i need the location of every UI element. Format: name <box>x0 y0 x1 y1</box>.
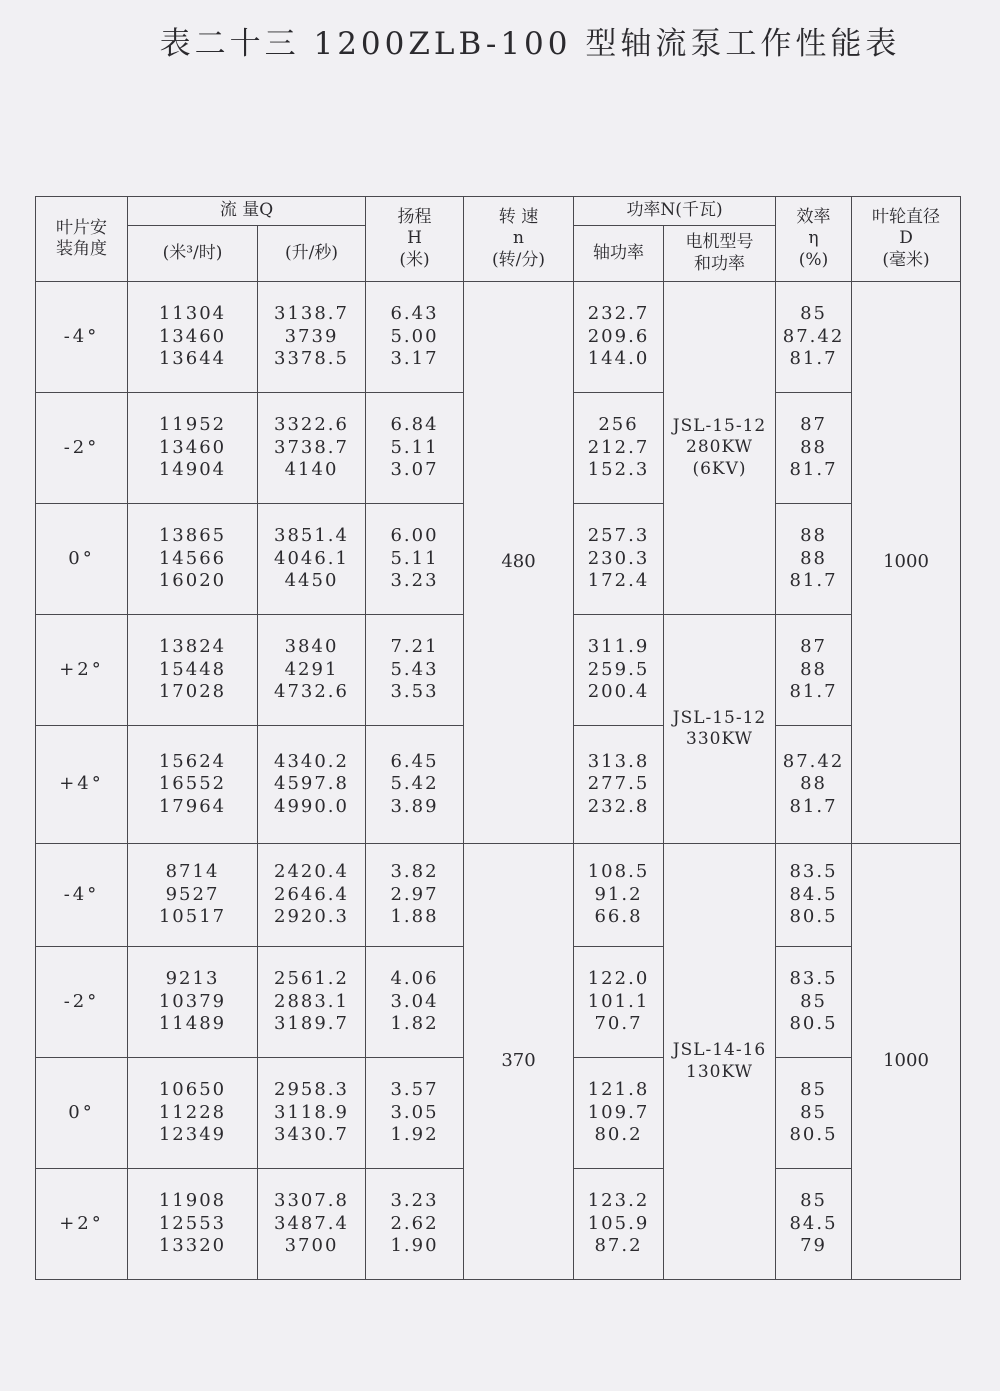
shaft-power-cell: 311.9 259.5 200.4 <box>574 615 664 726</box>
angle-cell: -2° <box>36 393 128 504</box>
angle-cell: +2° <box>36 615 128 726</box>
angle-cell: 0° <box>36 1058 128 1169</box>
header-speed: 转 速 n (转/分) <box>464 197 574 282</box>
motor-cell: JSL-15-12 330KW <box>664 615 776 844</box>
diameter-cell: 1000 <box>852 844 961 1280</box>
flow-ls-cell: 4340.2 4597.8 4990.0 <box>258 726 366 844</box>
angle-cell: 0° <box>36 504 128 615</box>
table-row <box>36 282 961 393</box>
header-head: 扬程 H (米) <box>366 197 464 282</box>
flow-ls-cell: 2561.2 2883.1 3189.7 <box>258 947 366 1058</box>
efficiency-cell: 85 84.5 79 <box>776 1169 852 1280</box>
performance-table <box>35 196 961 1280</box>
head-cell: 6.43 5.00 3.17 <box>366 282 464 393</box>
efficiency-cell: 83.5 84.5 80.5 <box>776 844 852 947</box>
head-cell: 3.23 2.62 1.90 <box>366 1169 464 1280</box>
flow-ls-cell: 2958.3 3118.9 3430.7 <box>258 1058 366 1169</box>
header-angle: 叶片安 装角度 <box>36 197 128 282</box>
table-row <box>36 844 961 947</box>
header-shaft-power: 轴功率 <box>574 226 664 282</box>
efficiency-cell: 88 88 81.7 <box>776 504 852 615</box>
flow-ls-cell: 3322.6 3738.7 4140 <box>258 393 366 504</box>
flow-m3-cell: 15624 16552 17964 <box>128 726 258 844</box>
head-cell: 3.82 2.97 1.88 <box>366 844 464 947</box>
efficiency-cell: 83.5 85 80.5 <box>776 947 852 1058</box>
header-flow-m3: (米³/时) <box>128 226 258 282</box>
flow-ls-cell: 3138.7 3739 3378.5 <box>258 282 366 393</box>
head-cell: 6.00 5.11 3.23 <box>366 504 464 615</box>
head-cell: 6.45 5.42 3.89 <box>366 726 464 844</box>
flow-ls-cell: 3840 4291 4732.6 <box>258 615 366 726</box>
motor-cell: JSL-14-16 130KW <box>664 844 776 1280</box>
flow-m3-cell: 10650 11228 12349 <box>128 1058 258 1169</box>
shaft-power-cell: 123.2 105.9 87.2 <box>574 1169 664 1280</box>
flow-m3-cell: 11304 13460 13644 <box>128 282 258 393</box>
shaft-power-cell: 122.0 101.1 70.7 <box>574 947 664 1058</box>
head-cell: 4.06 3.04 1.82 <box>366 947 464 1058</box>
angle-cell: -2° <box>36 947 128 1058</box>
flow-m3-cell: 8714 9527 10517 <box>128 844 258 947</box>
flow-ls-cell: 2420.4 2646.4 2920.3 <box>258 844 366 947</box>
head-cell: 6.84 5.11 3.07 <box>366 393 464 504</box>
speed-cell: 370 <box>464 844 574 1280</box>
header-diameter: 叶轮直径 D (毫米) <box>852 197 961 282</box>
angle-cell: +2° <box>36 1169 128 1280</box>
motor-cell: JSL-15-12 280KW (6KV) <box>664 282 776 615</box>
flow-ls-cell: 3851.4 4046.1 4450 <box>258 504 366 615</box>
angle-cell: +4° <box>36 726 128 844</box>
page-title: 表二十三 1200ZLB-100 型轴流泵工作性能表 <box>159 26 901 62</box>
shaft-power-cell: 232.7 209.6 144.0 <box>574 282 664 393</box>
shaft-power-cell: 313.8 277.5 232.8 <box>574 726 664 844</box>
shaft-power-cell: 257.3 230.3 172.4 <box>574 504 664 615</box>
efficiency-cell: 85 87.42 81.7 <box>776 282 852 393</box>
header-motor: 电机型号 和功率 <box>664 226 776 282</box>
header-flow-ls: (升/秒) <box>258 226 366 282</box>
flow-ls-cell: 3307.8 3487.4 3700 <box>258 1169 366 1280</box>
diameter-cell: 1000 <box>852 282 961 844</box>
efficiency-cell: 87 88 81.7 <box>776 393 852 504</box>
speed-cell: 480 <box>464 282 574 844</box>
head-cell: 3.57 3.05 1.92 <box>366 1058 464 1169</box>
efficiency-cell: 85 85 80.5 <box>776 1058 852 1169</box>
head-cell: 7.21 5.43 3.53 <box>366 615 464 726</box>
flow-m3-cell: 9213 10379 11489 <box>128 947 258 1058</box>
shaft-power-cell: 121.8 109.7 80.2 <box>574 1058 664 1169</box>
angle-cell: -4° <box>36 282 128 393</box>
header-efficiency: 效率 η (%) <box>776 197 852 282</box>
flow-m3-cell: 13824 15448 17028 <box>128 615 258 726</box>
shaft-power-cell: 108.5 91.2 66.8 <box>574 844 664 947</box>
flow-m3-cell: 13865 14566 16020 <box>128 504 258 615</box>
efficiency-cell: 87.42 88 81.7 <box>776 726 852 844</box>
flow-m3-cell: 11908 12553 13320 <box>128 1169 258 1280</box>
efficiency-cell: 87 88 81.7 <box>776 615 852 726</box>
angle-cell: -4° <box>36 844 128 947</box>
flow-m3-cell: 11952 13460 14904 <box>128 393 258 504</box>
header-flow: 流 量Q <box>128 197 366 226</box>
shaft-power-cell: 256 212.7 152.3 <box>574 393 664 504</box>
header-power: 功率N(千瓦) <box>574 197 776 226</box>
